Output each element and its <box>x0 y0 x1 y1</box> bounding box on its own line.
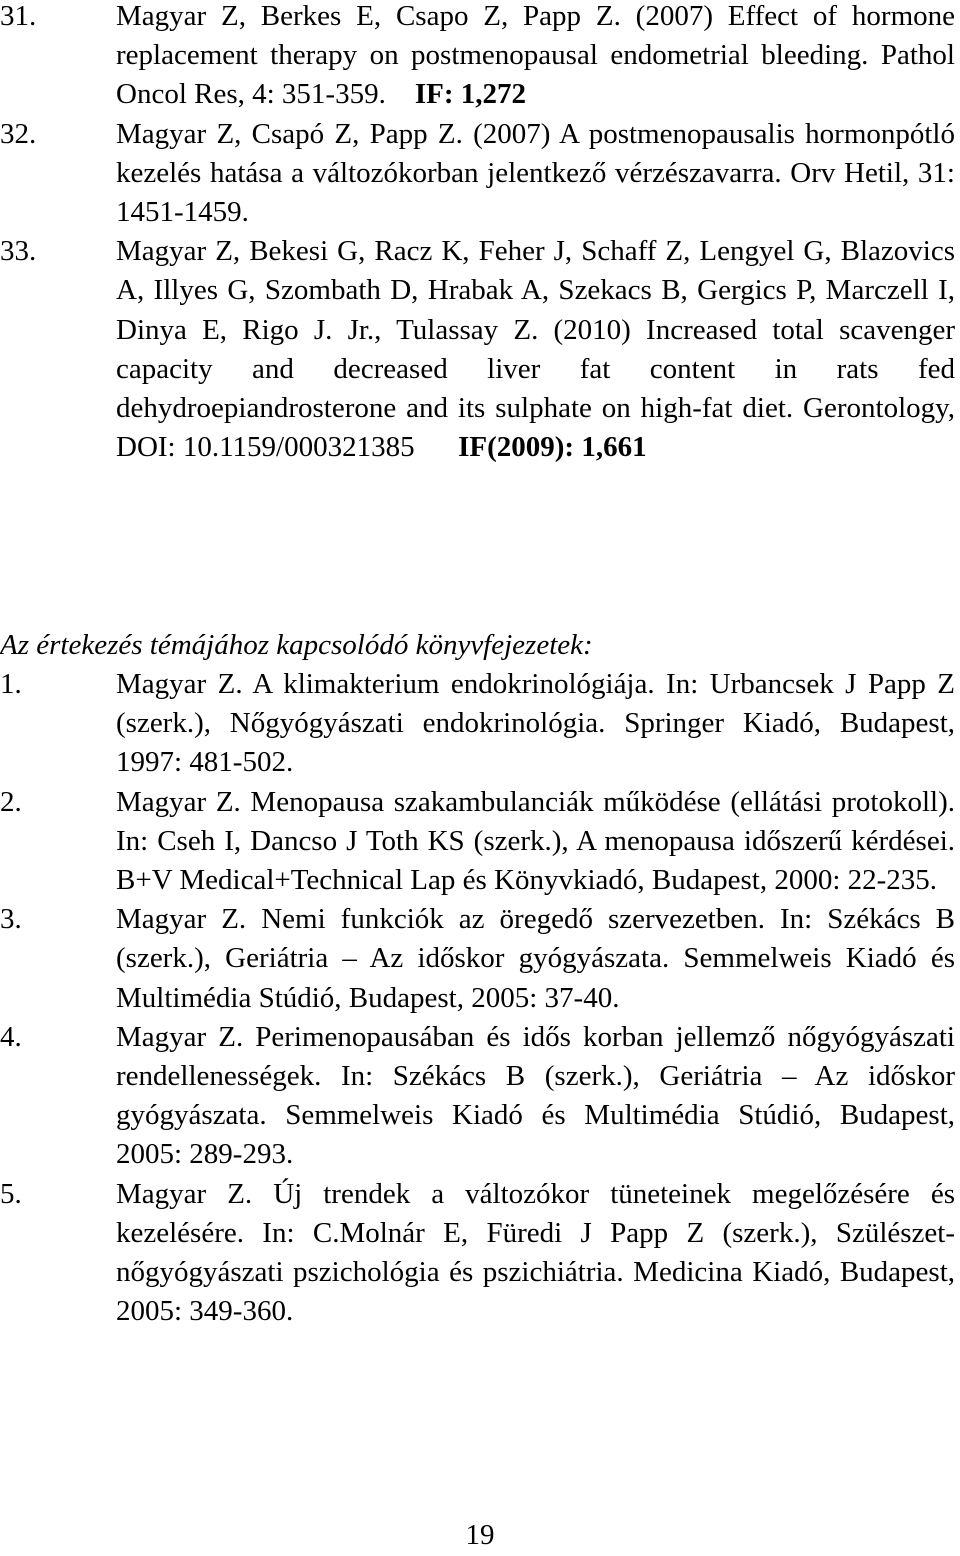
chapter-number: 3. <box>0 903 22 936</box>
chapter-item <box>0 1018 955 1175</box>
impact-factor-label: IF: <box>414 78 454 111</box>
publication-number: 31. <box>0 0 37 32</box>
chapter-item <box>0 900 955 1018</box>
chapters-heading: Az értekezés témájához kapcsolódó könyvfejezetek: <box>0 629 593 661</box>
publication-text <box>116 232 955 467</box>
publication-item <box>0 0 955 115</box>
chapter-item <box>0 1175 955 1332</box>
chapter-item <box>0 783 955 901</box>
chapter-citation: Magyar Z. A klimakterium endokrinológiája. In: Urbancsek J Papp Z (szerk.), Nőgyógyászati endokrinológia. Springer Kiadó, Budapest, 1997: 481-502. <box>116 668 955 779</box>
publication-item <box>0 232 955 467</box>
chapter-number: 2. <box>0 785 22 818</box>
chapter-citation: Magyar Z. Menopausa szakambulanciák működése (ellátási protokoll). In: Cseh I, Dancso J Toth KS (szerk.), A menopausa időszerű kérdései. B+V Medical+Technical Lap és Könyvkiadó, Budapest, 2000: 22-235. <box>116 785 955 897</box>
chapter-citation: Magyar Z. Perimenopausában és idős korban jellemző nőgyógyászati rendellenességek. In: Székács B (szerk.), Geriátria – Az időskor gyógyászata. Semmelweis Kiadó és Multimédia Stúdió, Budapest, 2005: 289-293. <box>116 1020 955 1171</box>
citation: Magyar Z, Csapó Z, Papp Z. (2007) A postmenopausalis hormonpótló kezelés hatása a változókorban jelentkező vérzészavarra. Orv Hetil, 31: 1451-1459. <box>116 117 955 229</box>
chapter-item <box>0 665 955 783</box>
publication-list <box>0 0 955 467</box>
citation: Magyar Z, Berkes E, Csapo Z, Papp Z. (2007) Effect of hormone replacement therapy on postmenopausal endometrial bleeding. Pathol Oncol Res, 4: 351-359. <box>116 0 955 111</box>
chapter-citation: Magyar Z. Új trendek a változókor tüneteinek megelőzésére és kezelésére. In: C.Molnár E, Füredi J Papp Z (szerk.), Szülészet-nőgyógyászati pszichológia és pszichiátria. Medicina Kiadó, Budapest, 2005: 349-360. <box>116 1177 955 1328</box>
chapter-list <box>0 665 955 1331</box>
page-number: 19 <box>465 1519 495 1551</box>
citation: Magyar Z, Bekesi G, Racz K, Feher J, Schaff Z, Lengyel G, Blazovics A, Illyes G, Szombath D, Hrabak A, Szekacs B, Gergics P, Marczell I, Dinya E, Rigo J. Jr., Tulassay Z. (2010) Increased total scavenger capacity and decreased liver fat content in rats fed dehydroepiandrosterone and its sulphate on high-fat diet. Gerontology, DOI: 10.1159/000321385 <box>116 235 955 464</box>
publication-number: 32. <box>0 117 37 150</box>
chapter-number: 5. <box>0 1177 22 1210</box>
publication-item <box>0 115 955 233</box>
publication-number: 33. <box>0 235 37 268</box>
publication-text <box>116 0 955 115</box>
impact-factor-label: IF(2009): 1,661 <box>458 431 647 464</box>
chapter-number: 1. <box>0 668 22 700</box>
chapter-citation: Magyar Z. Nemi funkciók az öregedő szervezetben. In: Székács B (szerk.), Geriátria – Az időskor gyógyászata. Semmelweis Kiadó és Multimédia Stúdió, Budapest, 2005: 37-40. <box>116 903 955 1014</box>
chapter-number: 4. <box>0 1020 22 1053</box>
impact-factor-value: 1,272 <box>460 78 527 111</box>
